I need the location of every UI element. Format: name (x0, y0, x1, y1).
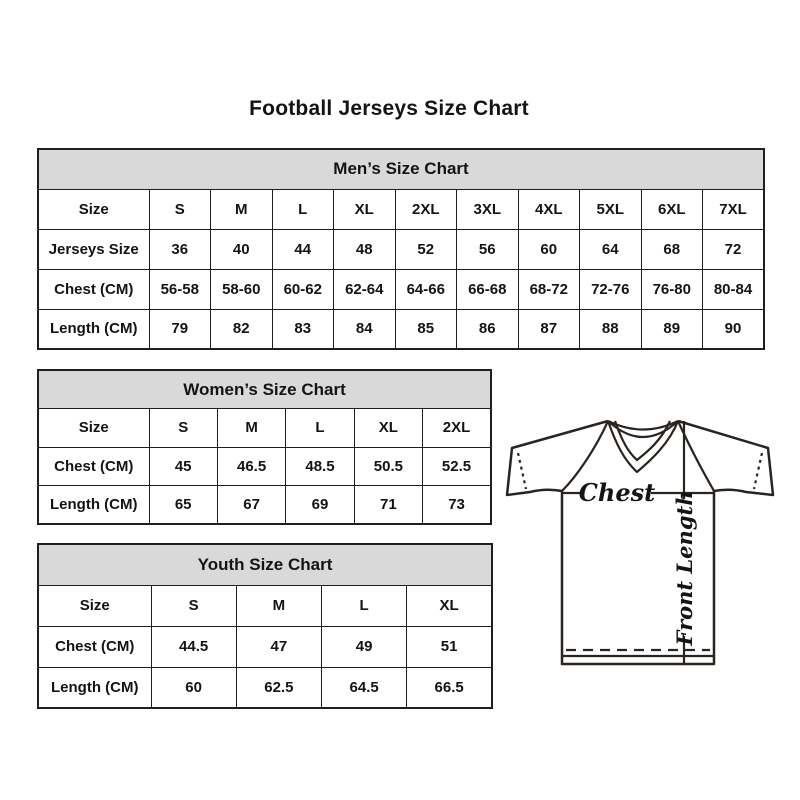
table-title: Men’s Size Chart (38, 149, 764, 189)
cell: 64.5 (322, 667, 407, 708)
chest-measure-label: Chest (578, 478, 656, 507)
cell: L (272, 189, 334, 229)
table-row (38, 486, 491, 525)
cell: 62.5 (236, 667, 321, 708)
table-row (38, 626, 492, 667)
cell: 72 (703, 229, 765, 269)
row-label: Size (38, 585, 151, 626)
cell: 60 (151, 667, 236, 708)
cell: XL (354, 409, 422, 448)
cell: 48 (334, 229, 396, 269)
cell: 40 (211, 229, 273, 269)
cell: 50.5 (354, 447, 422, 486)
cell: 44 (272, 229, 334, 269)
cell: 90 (703, 309, 765, 349)
cell: 82 (211, 309, 273, 349)
cell: 7XL (703, 189, 765, 229)
table-row (38, 229, 764, 269)
table-row (38, 269, 764, 309)
row-label: Chest (CM) (38, 269, 149, 309)
cell: 67 (217, 486, 285, 525)
jersey-diagram (500, 398, 780, 685)
cell: 56 (457, 229, 519, 269)
table-row (38, 189, 764, 229)
cell: L (286, 409, 354, 448)
row-label: Size (38, 409, 149, 448)
cell: XL (407, 585, 492, 626)
cell: 66.5 (407, 667, 492, 708)
cell: S (149, 189, 211, 229)
cell: 45 (149, 447, 217, 486)
table-row (38, 585, 492, 626)
cell: 6XL (641, 189, 703, 229)
youth-size-table (37, 543, 493, 709)
cell: 69 (286, 486, 354, 525)
table-title-row (38, 370, 491, 409)
row-label: Chest (CM) (38, 447, 149, 486)
cell: 64 (580, 229, 642, 269)
cell: 72-76 (580, 269, 642, 309)
cell: S (151, 585, 236, 626)
cell: 79 (149, 309, 211, 349)
cell: M (211, 189, 273, 229)
table-row (38, 309, 764, 349)
row-label: Jerseys Size (38, 229, 149, 269)
row-label: Length (CM) (38, 309, 149, 349)
cell: 80-84 (703, 269, 765, 309)
cell: 2XL (423, 409, 491, 448)
cell: 84 (334, 309, 396, 349)
row-label: Length (CM) (38, 667, 151, 708)
womens-size-table (37, 369, 492, 525)
table-row (38, 409, 491, 448)
table-title-row (38, 544, 492, 585)
cell: L (322, 585, 407, 626)
cell: 51 (407, 626, 492, 667)
cell: 87 (518, 309, 580, 349)
table-title: Women’s Size Chart (38, 370, 491, 409)
table-row (38, 447, 491, 486)
cell: 60-62 (272, 269, 334, 309)
page-title: Football Jerseys Size Chart (249, 97, 529, 120)
cell: 68 (641, 229, 703, 269)
cell: 66-68 (457, 269, 519, 309)
row-label: Length (CM) (38, 486, 149, 525)
cell: M (236, 585, 321, 626)
cell: 64-66 (395, 269, 457, 309)
cell: 46.5 (217, 447, 285, 486)
cell: 2XL (395, 189, 457, 229)
left-cuff-stitch-line (518, 453, 526, 489)
cell: 68-72 (518, 269, 580, 309)
cell: 47 (236, 626, 321, 667)
cell: 71 (354, 486, 422, 525)
cell: 89 (641, 309, 703, 349)
cell: S (149, 409, 217, 448)
cell: 76-80 (641, 269, 703, 309)
cell: 62-64 (334, 269, 396, 309)
cell: 58-60 (211, 269, 273, 309)
cell: 36 (149, 229, 211, 269)
front-length-measure-label: Front Length (672, 490, 697, 646)
cell: 60 (518, 229, 580, 269)
cell: XL (334, 189, 396, 229)
cell: M (217, 409, 285, 448)
cell: 44.5 (151, 626, 236, 667)
cell: 86 (457, 309, 519, 349)
cell: 5XL (580, 189, 642, 229)
table-row (38, 667, 492, 708)
cell: 88 (580, 309, 642, 349)
cell: 85 (395, 309, 457, 349)
table-title-row (38, 149, 764, 189)
table-title: Youth Size Chart (38, 544, 492, 585)
mens-size-table (37, 148, 765, 350)
cell: 48.5 (286, 447, 354, 486)
cell: 4XL (518, 189, 580, 229)
cell: 49 (322, 626, 407, 667)
row-label: Chest (CM) (38, 626, 151, 667)
cell: 3XL (457, 189, 519, 229)
cell: 65 (149, 486, 217, 525)
row-label: Size (38, 189, 149, 229)
cell: 52.5 (423, 447, 491, 486)
cell: 83 (272, 309, 334, 349)
cell: 56-58 (149, 269, 211, 309)
right-cuff-stitch-line (754, 453, 762, 489)
cell: 73 (423, 486, 491, 525)
cell: 52 (395, 229, 457, 269)
